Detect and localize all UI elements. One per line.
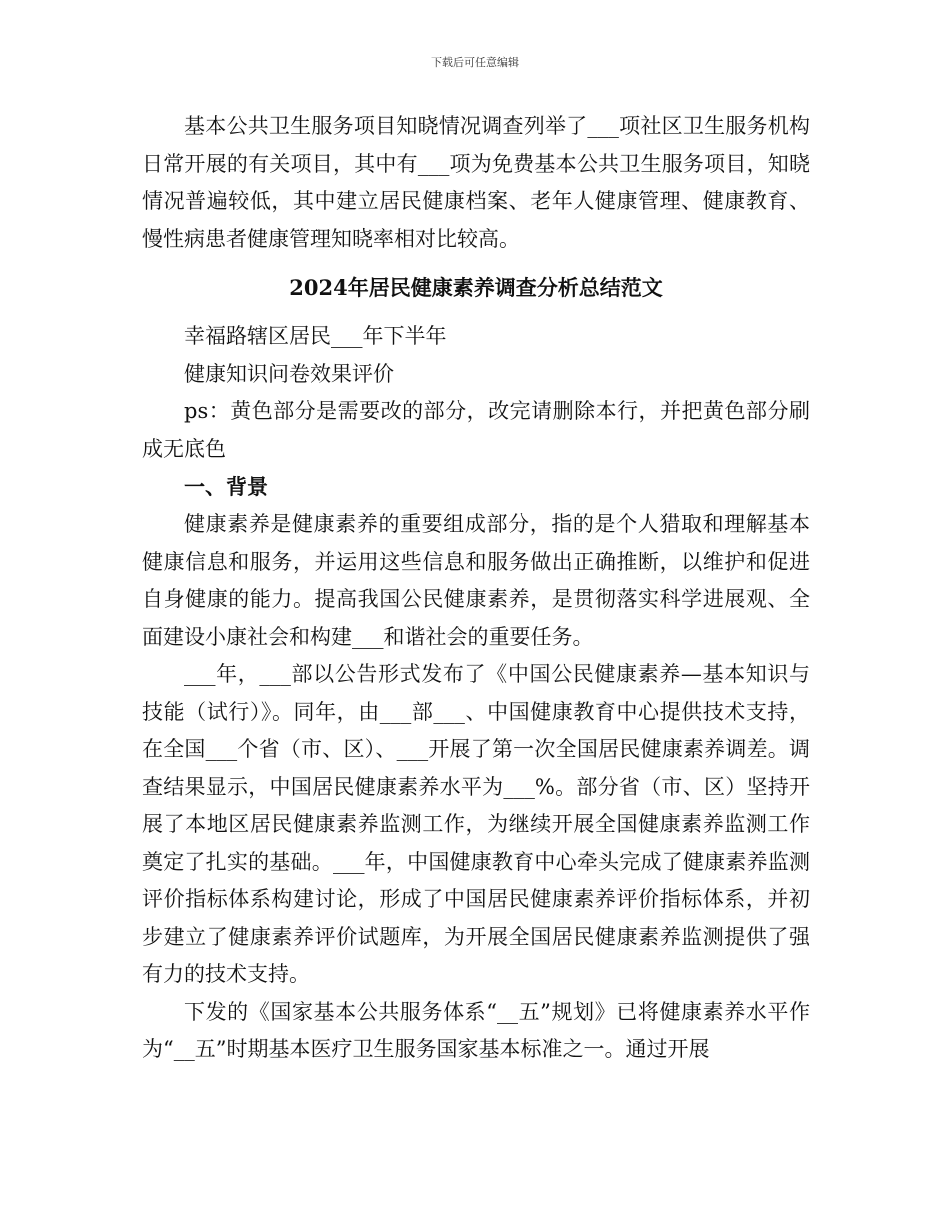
document-title: 2024年居民健康素养调查分析总结范文 bbox=[289, 275, 663, 300]
subtitle-line-2: 健康知识问卷效果评价 bbox=[184, 361, 394, 386]
ps-note: ps：黄色部分是需要改的部分，改完请删除本行，并把黄色部分刷成无底色 bbox=[142, 399, 810, 461]
background-paragraph-2: ___年，___部以公告形式发布了《中国公民健康素养—基本知识与技能（试行）》。同年，由___部___、中国健康教育中心提供技术支持，在全国___个省（市、区）、___开展了第一次全国居民健康素养调差。调查结果显示，中国居民健康素养水平为___%。部分省（市、区）坚持开展了本地区居民健康素养监测工作，为继续开展全国健康素养监测工作奠定了扎实的基础。___年，中国健康教育中心牵头完成了健康素养监测评价指标体系构建讨论，形成了中国居民健康素养评价指标体系，并初步建立了健康素养评价试题库，为开展全国居民健康素养监测提供了强有力的技术支持。 bbox=[142, 662, 810, 986]
intro-paragraph: 基本公共卫生服务项目知晓情况调查列举了___项社区卫生服务机构日常开展的有关项目，其中有___项为免费基本公共卫生服务项目，知晓情况普遍较低，其中建立居民健康档案、老年人健康管理、健康教育、慢性病患者健康管理知晓率相对比较高。 bbox=[142, 114, 810, 251]
page-header-note: 下载后可任意编辑 bbox=[431, 56, 519, 69]
document-body bbox=[142, 108, 810, 1069]
background-paragraph-1: 健康素养是健康素养的重要组成部分，指的是个人猎取和理解基本健康信息和服务，并运用这些信息和服务做出正确推断，以维护和促进自身健康的能力。提高我国公民健康素养，是贯彻落实科学进展观、全面建设小康社会和构建___和谐社会的重要任务。 bbox=[142, 512, 810, 649]
section-heading-background: 一、背景 bbox=[184, 474, 268, 499]
background-paragraph-3: 下发的《国家基本公共服务体系“__五”规划》已将健康素养水平作为“__五”时期基本医疗卫生服务国家基本标准之一。通过开展 bbox=[142, 999, 810, 1061]
subtitle-line-1: 幸福路辖区居民___年下半年 bbox=[184, 324, 447, 348]
